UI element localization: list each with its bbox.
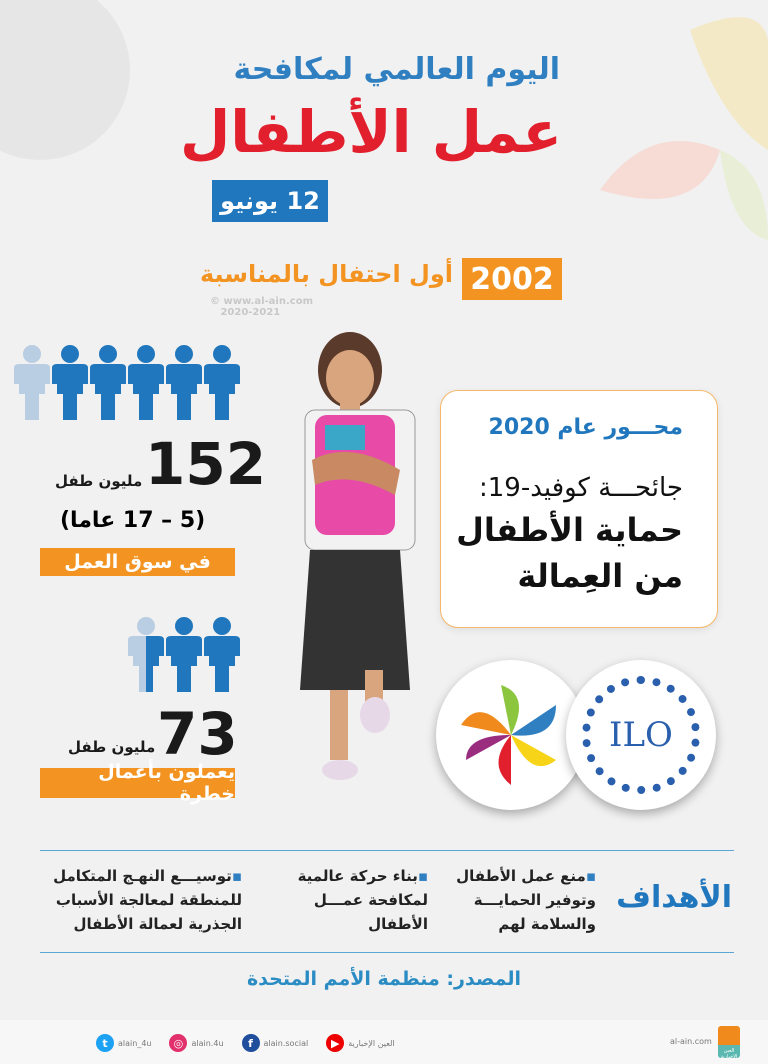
world-day-pinwheel-logo (436, 660, 586, 810)
theme-line3: من العِمالة (517, 557, 683, 595)
girl-illustration (290, 320, 430, 800)
instagram-icon: ◎ (169, 1034, 187, 1052)
first-celebration-label: أول احتفال بالمناسبة (200, 260, 453, 288)
goal-item-3: ▪توسيـــع النهـج المتكامل للمنطقة لمعالجة الأسباب الجذرية لعمالة الأطفال (53, 864, 242, 936)
person-icon (166, 617, 202, 692)
youtube-link[interactable] (326, 1034, 395, 1052)
person-icon (14, 345, 50, 420)
person-icon (128, 617, 164, 692)
goal-2-line2: لمكافحة عمـــل (313, 891, 428, 909)
pinwheel-icon (456, 680, 566, 790)
goal-2-line1: بناء حركة عالمية (297, 867, 418, 885)
site-url[interactable]: al-ain.com (670, 1037, 712, 1046)
goal-item-1: ▪منع عمل الأطفال وتوفير الحمايـــة والسلامة لهم (456, 864, 596, 936)
divider-bottom (40, 952, 734, 953)
al-ain-logo: العين الإخبارية (718, 1026, 740, 1058)
stat2-unit: مليون طفل (68, 738, 156, 756)
theme-heading: محـــور عام 2020 (488, 415, 683, 440)
person-icon (52, 345, 88, 420)
goal-1-line2: وتوفير الحمايـــة (473, 891, 596, 909)
goal-3-line1: توسيـــع النهـج المتكامل (53, 867, 232, 885)
twitter-icon: t (96, 1034, 114, 1052)
person-icon (204, 617, 240, 692)
instagram-handle: alain.4u (191, 1038, 224, 1048)
source-text: المصدر: منظمة الأمم المتحدة (246, 968, 522, 990)
theme-line1: جائحـــة كوفيد-19: (478, 473, 683, 503)
facebook-handle: alain.social (263, 1038, 309, 1048)
goal-1-line1: منع عمل الأطفال (456, 867, 586, 885)
divider-top (40, 850, 734, 851)
twitter-link[interactable] (96, 1034, 151, 1052)
goal-3-line3: الجذرية لعمالة الأطفال (73, 915, 242, 933)
goal-1-line3: والسلامة لهم (498, 915, 596, 933)
stat2-label: يعملون بأعمال خطرة (40, 768, 235, 798)
stat2-number: 73 (157, 700, 238, 768)
year-badge: 2002 (462, 258, 562, 300)
watermark: © www.al-ain.com 2020-2021 (210, 296, 313, 318)
instagram-link[interactable] (169, 1034, 223, 1052)
person-icon (204, 345, 240, 420)
person-icon (128, 345, 164, 420)
people-icons-row1 (14, 344, 244, 424)
goals-title: الأهداف (616, 880, 732, 915)
theme-box (440, 390, 718, 628)
goal-2-line3: الأطفال (368, 915, 428, 933)
footer (0, 1020, 768, 1064)
ilo-logo (566, 660, 716, 810)
ilo-logo-text: ILO (582, 676, 700, 794)
watermark-url: www.al-ain.com (223, 296, 313, 307)
youtube-icon: ▶ (326, 1034, 344, 1052)
title-line2: عمل الأطفال (179, 98, 562, 166)
date-badge: 12 يونيو (212, 180, 328, 222)
person-icon (90, 345, 126, 420)
stat1-number: 152 (145, 430, 267, 498)
theme-line2: حماية الأطفال (456, 511, 683, 549)
goal-item-2: ▪بناء حركة عالمية لمكافحة عمـــل الأطفال (298, 864, 428, 936)
stat1-ages: (5 – 17 عاما) (60, 508, 206, 533)
twitter-handle: alain_4u (118, 1038, 152, 1048)
stat1-label: في سوق العمل (40, 548, 235, 576)
facebook-link[interactable] (242, 1034, 309, 1052)
facebook-icon: f (242, 1034, 260, 1052)
person-icon (166, 345, 202, 420)
people-icons-row2 (128, 616, 243, 694)
youtube-handle: العين الإخبارية (348, 1038, 395, 1048)
watermark-years: 2020-2021 (220, 307, 281, 318)
stat1-unit: مليون طفل (55, 472, 143, 490)
title-line1: اليوم العالمي لمكافحة (233, 52, 560, 87)
goal-3-line2: للمنطقة لمعالجة الأسباب (55, 891, 242, 909)
